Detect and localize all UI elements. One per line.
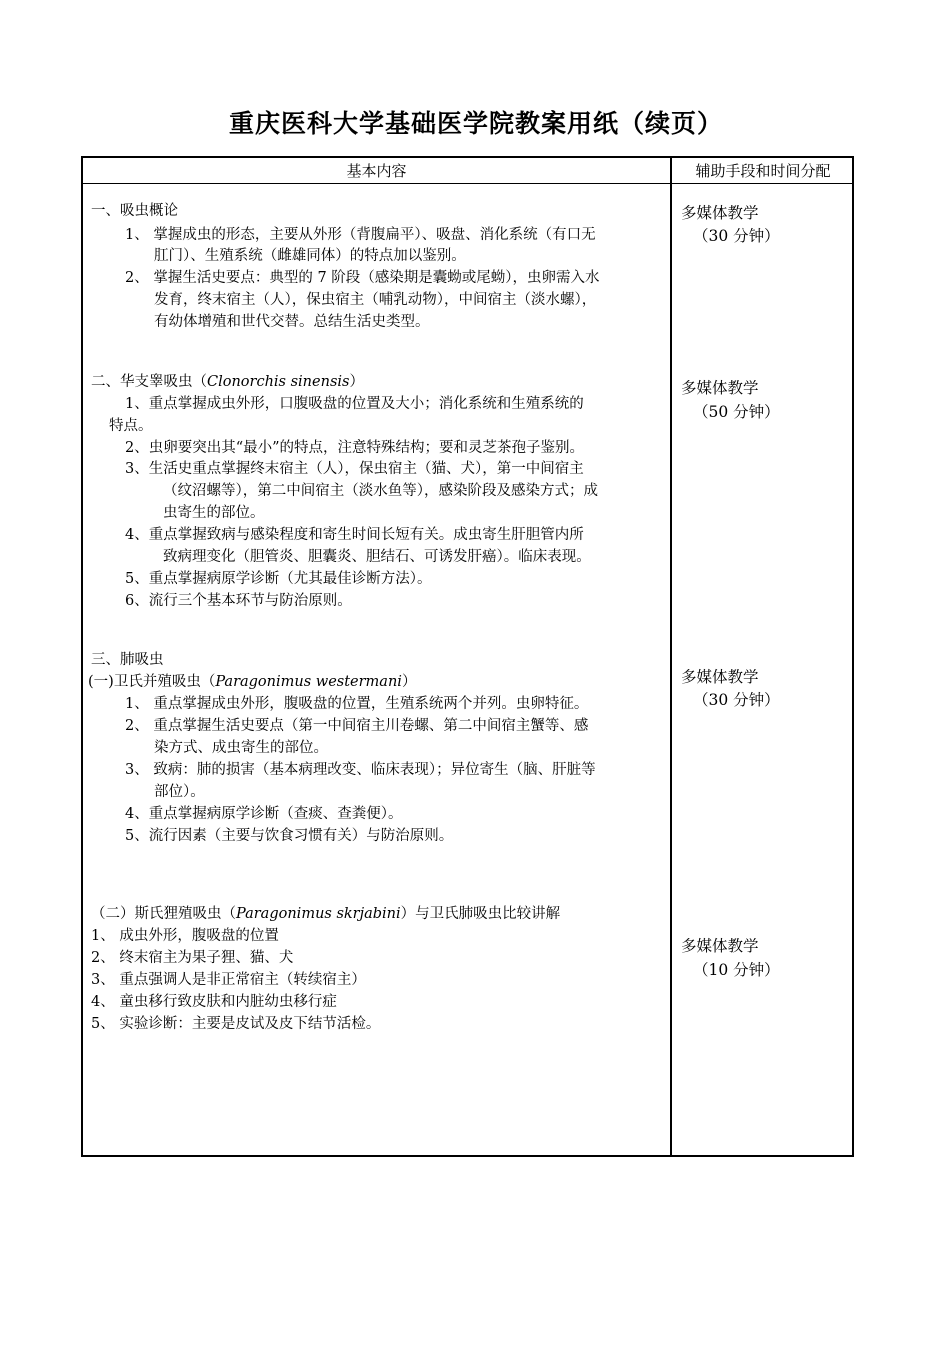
section1-item1-line2: 肛门）、生殖系统（雌雄同体）的特点加以鉴别。	[154, 248, 466, 264]
section2-item1-line2: 特点。	[109, 418, 153, 434]
section2-aux-method: 多媒体教学	[681, 379, 759, 397]
section2-aux-time: （50 分钟）	[693, 403, 780, 421]
section3-item1: 1、 重点掌握成虫外形，腹吸盘的位置，生殖系统两个并列。虫卵特征。	[125, 696, 589, 712]
section2-item3-line1: 3、生活史重点掌握终末宿主（人），保虫宿主（猫、犬），第一中间宿主	[125, 461, 584, 477]
section3-aux-method: 多媒体教学	[681, 668, 759, 686]
header-divider	[83, 183, 852, 184]
section2-latin-name: Clonorchis sinensis	[207, 374, 350, 390]
section2-item3-line2: （纹沼螺等），第二中间宿主（淡水鱼等），感染阶段及感染方式；成	[163, 483, 598, 499]
section2-item1-line1: 1、重点掌握成虫外形，口腹吸盘的位置及大小；消化系统和生殖系统的	[125, 396, 584, 412]
section3-subheading: (一)卫氏并殖吸虫（Paragonimus westermani）	[88, 674, 417, 690]
section1-item2-line3: 有幼体增殖和世代交替。总结生活史类型。	[154, 314, 430, 330]
section4-item2: 2、 终末宿主为果子狸、猫、犬	[91, 950, 294, 966]
section3-heading: 三、肺吸虫	[91, 652, 164, 668]
section3-latin-name: Paragonimus westermani	[215, 674, 402, 690]
section1-item1-line1: 1、 掌握成虫的形态，主要从外形（背腹扁平）、吸盘、消化系统（有口无	[125, 227, 596, 243]
section2-item2: 2、虫卵要突出其“最小”的特点，注意特殊结构；要和灵芝茶孢子鉴别。	[125, 440, 585, 456]
section1-item2-line1: 2、 掌握生活史要点：典型的 7 阶段（感染期是囊蚴或尾蚴），虫卵需入水	[125, 270, 600, 286]
column-divider	[670, 158, 672, 1155]
section3-item2-line1: 2、 重点掌握生活史要点（第一中间宿主川卷螺、第二中间宿主蟹等、感	[125, 718, 589, 734]
section4-aux-method: 多媒体教学	[681, 937, 759, 955]
page-title: 重庆医科大学基础医学院教案用纸（续页）	[228, 109, 723, 138]
section4-item5: 5、 实验诊断：主要是皮试及皮下结节活检。	[91, 1016, 381, 1032]
section1-heading: 一、吸虫概论	[91, 203, 178, 219]
section1-item2-line2: 发育，终末宿主（人），保虫宿主（哺乳动物），中间宿主（淡水螺），	[154, 292, 597, 308]
section4-item4: 4、 童虫移行致皮肤和内脏幼虫移行症	[91, 994, 337, 1010]
header-main-content: 基本内容	[346, 162, 407, 180]
section4-aux-time: （10 分钟）	[693, 961, 780, 979]
section4-latin-name: Paragonimus skrjabini	[236, 906, 401, 922]
section4-item3: 3、 重点强调人是非正常宿主（转续宿主）	[91, 972, 366, 988]
section4-item1: 1、 成虫外形，腹吸盘的位置	[91, 928, 279, 944]
section2-heading: 二、华支睾吸虫（Clonorchis sinensis）	[91, 374, 364, 390]
section3-item5: 5、流行因素（主要与饮食习惯有关）与防治原则。	[125, 828, 454, 844]
section2-item6: 6、流行三个基本环节与防治原则。	[125, 593, 352, 609]
section1-aux-method: 多媒体教学	[681, 204, 759, 222]
section2-item4-line1: 4、重点掌握致病与感染程度和寄生时间长短有关。成虫寄生肝胆管内所	[125, 527, 584, 543]
header-aux-time: 辅助手段和时间分配	[695, 162, 831, 180]
section2-item3-line3: 虫寄生的部位。	[163, 505, 265, 521]
section3-item2-line2: 染方式、成虫寄生的部位。	[154, 740, 328, 756]
section3-item3-line2: 部位）。	[154, 784, 205, 800]
section2-item5: 5、重点掌握病原学诊断（尤其最佳诊断方法）。	[125, 571, 432, 587]
lesson-plan-table	[81, 156, 854, 1157]
section1-aux-time: （30 分钟）	[693, 227, 780, 245]
section2-item4-line2: 致病理变化（胆管炎、胆囊炎、胆结石、可诱发肝癌）。临床表现。	[163, 549, 591, 565]
section3-item3-line1: 3、 致病：肺的损害（基本病理改变、临床表现）；异位寄生（脑、肝脏等	[125, 762, 596, 778]
section4-subheading: （二）斯氏狸殖吸虫（Paragonimus skrjabini）与卫氏肺吸虫比较讲解	[91, 906, 561, 922]
section3-aux-time: （30 分钟）	[693, 691, 780, 709]
section3-item4: 4、重点掌握病原学诊断（查痰、查粪便）。	[125, 806, 403, 822]
